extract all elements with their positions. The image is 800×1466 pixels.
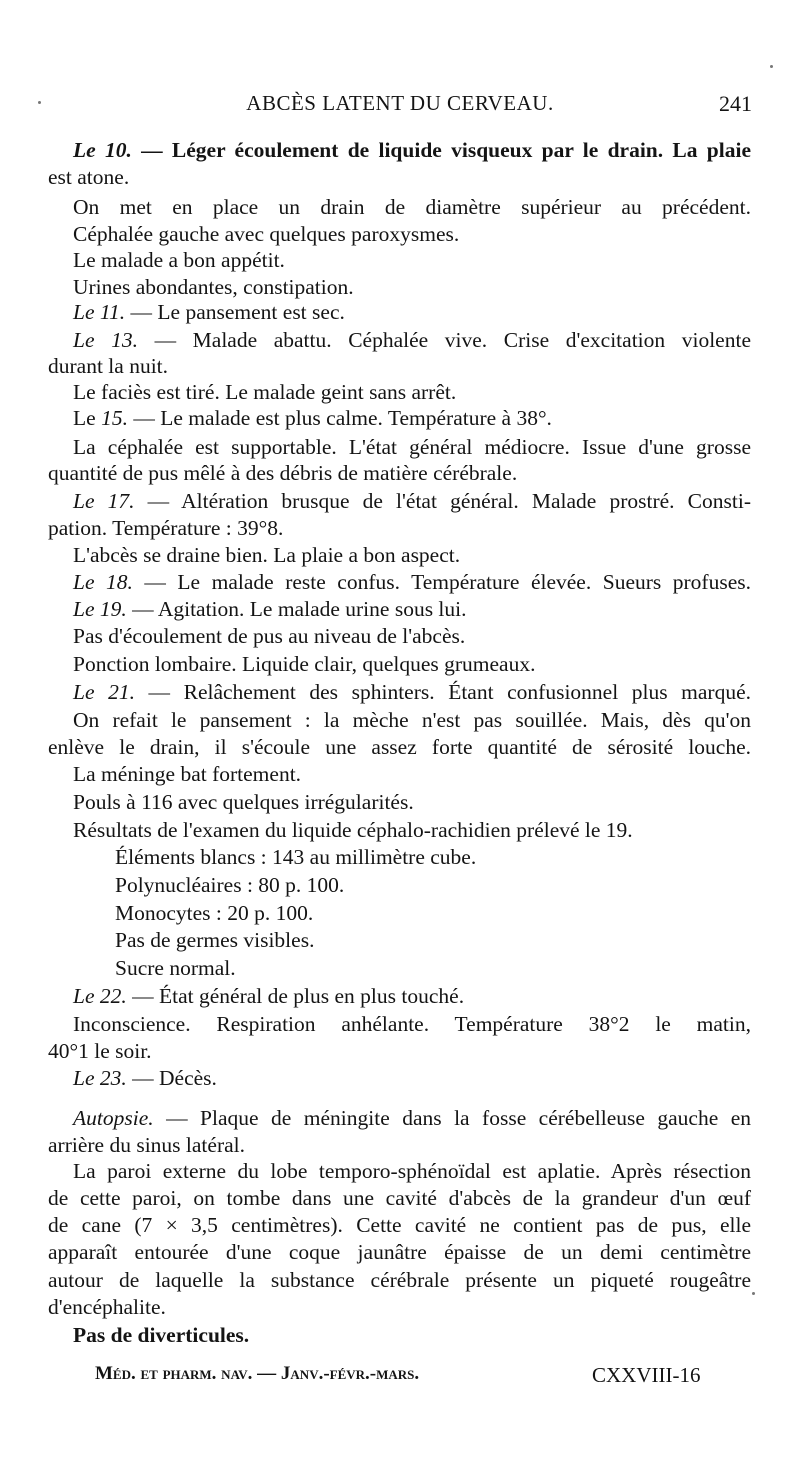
day-label: Le 22. — [73, 984, 127, 1008]
text-line: autour de laquelle la substance cérébrale présente un piqueté rougeâtre — [48, 1268, 751, 1292]
text-line: Le 13. — Malade abattu. Céphalée vive. Crise d'excitation violente — [73, 328, 751, 352]
text-line: La méninge bat fortement. — [73, 762, 302, 786]
running-title: ABCÈS LATENT DU CERVEAU. — [246, 91, 554, 115]
text-line: de cane (7 × 3,5 centimètres). Cette cavité ne contient pas de pus, elle — [48, 1213, 751, 1237]
text-line: Le 11. — Le pansement est sec. — [73, 300, 345, 324]
text-line: Le 19. — Agitation. Le malade urine sous lui. — [73, 597, 467, 621]
text-line: Le 23. — Décès. — [73, 1066, 217, 1090]
text-line: Le 18. — Le malade reste confus. Température élevée. Sueurs profuses. — [73, 570, 751, 594]
text-line: durant la nuit. — [48, 354, 169, 378]
text-line: 40°1 le soir. — [48, 1039, 152, 1063]
text-line: arrière du sinus latéral. — [48, 1133, 245, 1157]
text-line: pation. Température : 39°8. — [48, 516, 284, 540]
text-line: de cette paroi, on tombe dans une cavité d'abcès de la grandeur d'un œuf — [48, 1186, 751, 1210]
text-line: Polynucléaires : 80 p. 100. — [115, 873, 345, 897]
text-line: Inconscience. Respiration anhélante. Température 38°2 le matin, — [73, 1012, 751, 1036]
text-line: Pas d'écoulement de pus au niveau de l'abcès. — [73, 624, 466, 648]
text-line: On met en place un drain de diamètre supérieur au précédent. — [73, 195, 751, 219]
text-line: Pouls à 116 avec quelques irrégularités. — [73, 790, 414, 814]
text-line: Monocytes : 20 p. 100. — [115, 901, 314, 925]
footer-journal: Méd. et pharm. nav. — Janv.-févr.-mars. — [95, 1363, 420, 1384]
text-line: Éléments blancs : 143 au millimètre cube. — [115, 845, 477, 869]
day-label: Le 19. — [73, 597, 127, 621]
print-speck — [752, 1292, 755, 1295]
day-label: Le 21. — [73, 680, 135, 704]
print-speck — [770, 65, 773, 68]
day-label: Le 23. — [73, 1066, 127, 1090]
text-line: Autopsie. — Plaque de méningite dans la fosse cérébelleuse gauche en — [73, 1106, 752, 1130]
day-label: Le 13. — [73, 328, 138, 352]
page-number: 241 — [719, 91, 752, 116]
text-line: Céphalée gauche avec quelques paroxysmes. — [73, 222, 460, 246]
text-line: La paroi externe du lobe temporo-sphénoïdal est aplatie. Après résection — [73, 1159, 751, 1183]
autopsie-label: Autopsie. — [73, 1106, 154, 1130]
text-line: quantité de pus mêlé à des débris de matière cérébrale. — [48, 461, 518, 485]
day-label: Le 11. — [73, 300, 126, 324]
signature-mark: CXXVIII-16 — [592, 1363, 701, 1387]
text-line: On refait le pansement : la mèche n'est pas souillée. Mais, dès qu'on — [73, 708, 751, 732]
text-line: enlève le drain, il s'écoule une assez forte quantité de sérosité louche. — [48, 735, 751, 759]
text-line: Pas de diverticules. — [73, 1323, 250, 1347]
text-line: L'abcès se draine bien. La plaie a bon aspect. — [73, 543, 461, 567]
text-line: Le 15. — Le malade est plus calme. Température à 38°. — [73, 406, 552, 430]
text-line: Le 10. — Léger écoulement de liquide visqueux par le drain. La plaie — [73, 138, 751, 162]
day-label: Le 17. — [73, 489, 135, 513]
day-label: Le 18. — [73, 570, 133, 594]
text-line: Le 17. — Altération brusque de l'état général. Malade prostré. Consti- — [73, 489, 751, 513]
text-line: Le 21. — Relâchement des sphinters. Étant confusionnel plus marqué. — [73, 680, 752, 704]
text-line: d'encéphalite. — [48, 1295, 166, 1319]
text-line: apparaît entourée d'une coque jaunâtre épaisse de un demi centimètre — [48, 1240, 751, 1264]
day-label: 15. — [101, 406, 128, 430]
text-line: Urines abondantes, constipation. — [73, 275, 354, 299]
text-line: Le malade a bon appétit. — [73, 248, 285, 272]
text-line: Ponction lombaire. Liquide clair, quelques grumeaux. — [73, 652, 536, 676]
text-line: Le faciès est tiré. Le malade geint sans arrêt. — [73, 380, 457, 404]
text-line: Le 22. — État général de plus en plus touché. — [73, 984, 465, 1008]
day-label: Le 10. — [73, 138, 132, 162]
text-line: Sucre normal. — [115, 956, 236, 980]
text-line: est atone. — [48, 165, 130, 189]
text-line: Résultats de l'examen du liquide céphalo-rachidien prélevé le 19. — [73, 818, 633, 842]
text-line: La céphalée est supportable. L'état général médiocre. Issue d'une grosse — [73, 435, 751, 459]
text-line: Pas de germes visibles. — [115, 928, 315, 952]
